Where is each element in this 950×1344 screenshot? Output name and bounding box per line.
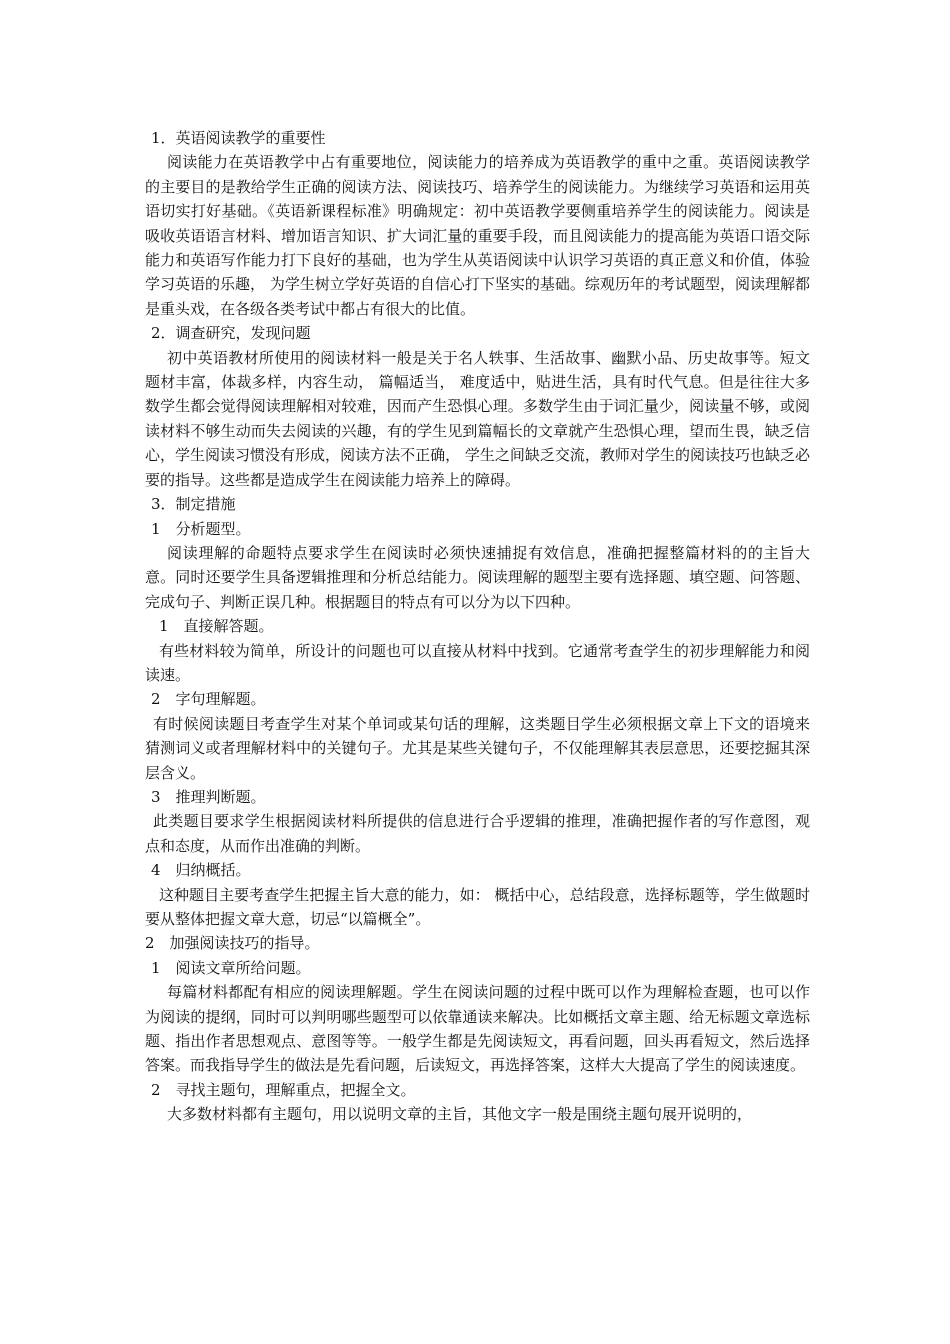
skill-2-heading: 2 寻找主题句，理解重点，把握全文。: [151, 1080, 416, 1099]
item-2-paragraph: 有时候阅读题目考查学生对某个单词或某句话的理解，这类题目学生必须根据文章上下文的语境来猜测词义或者理解材料中的关键句子。尤其是某些关键句子，不仅能理解其表层意思，还要挖掘其深层含义。: [145, 714, 810, 782]
section-3-heading: 3．制定措施: [151, 495, 236, 514]
section-1-paragraph: 阅读能力在英语教学中占有重要地位，阅读能力的培养成为英语教学的重中之重。英语阅读教学的主要目的是教给学生正确的阅读方法、阅读技巧、培养学生的阅读能力。为继续学习英语和运用英语切实打好基础。《英语新课程标准》明确规定：初中英语教学要侧重培养学生的阅读能力。阅读是吸收英语语言材料、增加语言知识、扩大词汇量的重要手段，而且阅读能力的提高能为英语口语交际能力和英语写作能力打下良好的基础，也为学生从英语阅读中认识学习英语的真正意义和价值，体验学习英语的乐趣， 为学生树立学好英语的自信心打下坚实的基础。综观历年的考试题型，阅读理解都是重头戏，在各级各类考试中都占有很大的比值。: [145, 153, 810, 318]
item-3-heading: 3 推理判断题。: [151, 787, 266, 806]
skill-2-paragraph: 大多数材料都有主题句，用以说明文章的主旨，其他文字一般是围绕主题句展开说明的，: [167, 1105, 753, 1124]
item-4-heading: 4 归纳概括。: [151, 861, 251, 880]
item-1-paragraph: 有些材料较为简单，所设计的问题也可以直接从材料中找到。它通常考查学生的初步理解能力和阅读速。: [145, 641, 810, 684]
skill-1-heading: 1 阅读文章所给问题。: [151, 958, 311, 977]
section-1-heading: 1．英语阅读教学的重要性: [151, 129, 326, 147]
part-1-paragraph: 阅读理解的命题特点要求学生在阅读时必须快速捕捉有效信息，准确把握整篇材料的的主旨大意。同时还要学生具备逻辑推理和分析总结能力。阅读理解的题型主要有选择题、填空题、问答题、完成句子、判断正误几种。根据题目的特点有可以分为以下四种。: [145, 543, 810, 611]
item-2-heading: 2 字句理解题。: [151, 690, 266, 709]
section-2-heading: 2．调查研究，发现问题: [151, 324, 311, 343]
skill-1-paragraph: 每篇材料都配有相应的阅读理解题。学生在阅读问题的过程中既可以作为理解检查题，也可以作为阅读的提纲，同时可以判明哪些题型可以依靠通读来解决。比如概括文章主题、给无标题文章选标题、指出作者思想观点、意图等等。一般学生都是先阅读短文，再看问题，回头再看短文，然后选择答案。而我指导学生的做法是先看问题，后读短文，再选择答案，这样大大提高了学生的阅读速度。: [145, 983, 810, 1075]
item-3-paragraph: 此类题目要求学生根据阅读材料所提供的信息进行合乎逻辑的推理，准确把握作者的写作意图，观点和态度，从而作出准确的判断。: [145, 812, 810, 855]
part-1-heading: 1 分析题型。: [151, 519, 251, 538]
part-2-heading: 2 加强阅读技巧的指导。: [145, 934, 320, 953]
document-page: [145, 126, 810, 1127]
item-4-paragraph: 这种题目主要考查学生把握主旨大意的能力，如： 概括中心，总结段意，选择标题等，学生做题时要从整体把握文章大意，切忌“以篇概全”。: [145, 885, 810, 928]
item-1-heading: 1 直接解答题。: [159, 617, 274, 636]
section-2-paragraph: 初中英语教材所使用的阅读材料一般是关于名人轶事、生活故事、幽默小品、历史故事等。短文题材丰富，体裁多样，内容生动， 篇幅适当， 难度适中，贴进生活，具有时代气息。但是往往大多数学生都会觉得阅读理解相对较难，因而产生恐惧心理。多数学生由于词汇量少，阅读量不够，或阅读材料不够生动而失去阅读的兴趣，有的学生见到篇幅长的文章就产生恐惧心理，望而生畏，缺乏信心，学生阅读习惯没有形成，阅读方法不正确， 学生之间缺乏交流，教师对学生的阅读技巧也缺乏必要的指导。这些都是造成学生在阅读能力培养上的障碍。: [145, 348, 810, 489]
